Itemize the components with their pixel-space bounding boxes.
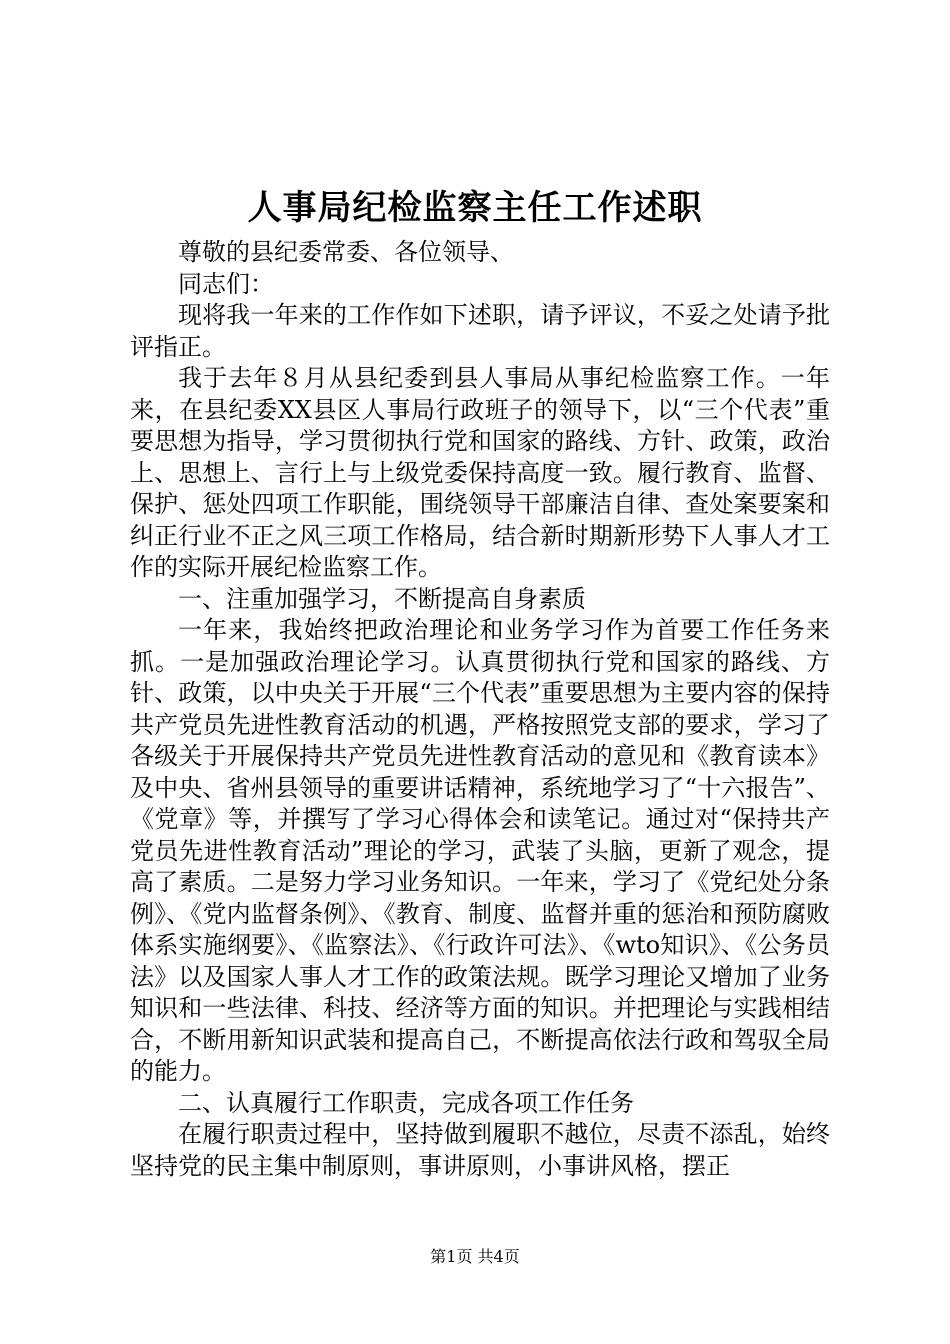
section-heading: 二、认真履行工作职责，完成各项工作任务: [178, 1088, 634, 1117]
body-paragraph: 一年来，我始终把政治理论和业务学习作为首要工作任务来抓。一是加强政治理论学习。认真贯彻执行党和国家的路线、方针、政策，以中央关于开展“三个代表”重要思想为主要内容的保持共产党员先进性教育活动的机遇，严格按照党支部的要求，学习了各级关于开展保持共产党员先进性教育活动的意见和《教育读本》及中央、省州县领导的重要讲话精神，系统地学习了“十六报告”、《党章》等，并撰写了学习心得体会和读笔记。通过对“保持共产党员先进性教育活动”理论的学习，武装了头脑，更新了观念，提高了素质。二是努力学习业务知识。一年来，学习了《党纪处分条例》、《党内监督条例》、《教育、制度、监督并重的惩治和预防腐败体系实施纲要》、《监察法》、《行政许可法》、《wto知识》、《公务员法》以及国家人事人才工作的政策法规。既学习理论又增加了业务知识和一些法律、科技、经济等方面的知识。并把理论与实践相结合，不断用新知识武装和提高自己，不断提高依法行政和驾驭全局的能力。: [130, 616, 830, 1085]
body-paragraph: 我于去年８月从县纪委到县人事局从事纪检监察工作。一年来，在县纪委XX县区人事局行政班子的领导下，以“三个代表”重要思想为指导，学习贯彻执行党和国家的路线、方针、政策，政治上、思想上、言行上与上级党委保持高度一致。履行教育、监督、保护、惩处四项工作职能，围绕领导干部廉洁自律、查处案要案和纠正行业不正之风三项工作格局，结合新时期新形势下人事人才工作的实际开展纪检监察工作。: [130, 364, 830, 581]
document-body: [130, 237, 830, 1182]
body-paragraph: 在履行职责过程中，坚持做到履职不越位，尽责不添乱，始终坚持党的民主集中制原则，事讲原则，小事讲风格，摆正: [130, 1120, 830, 1180]
salutation-line: 同志们：: [178, 269, 274, 298]
section-heading: 一、注重加强学习，不断提高自身素质: [178, 584, 586, 613]
body-paragraph: 现将我一年来的工作作如下述职，请予评议，不妥之处请予批评指正。: [130, 301, 830, 361]
page-footer: 第1页 共4页: [430, 1247, 520, 1266]
salutation-line: 尊敬的县纪委常委、各位领导、: [178, 238, 514, 266]
document-title: 人事局纪检监察主任工作述职: [247, 188, 703, 228]
